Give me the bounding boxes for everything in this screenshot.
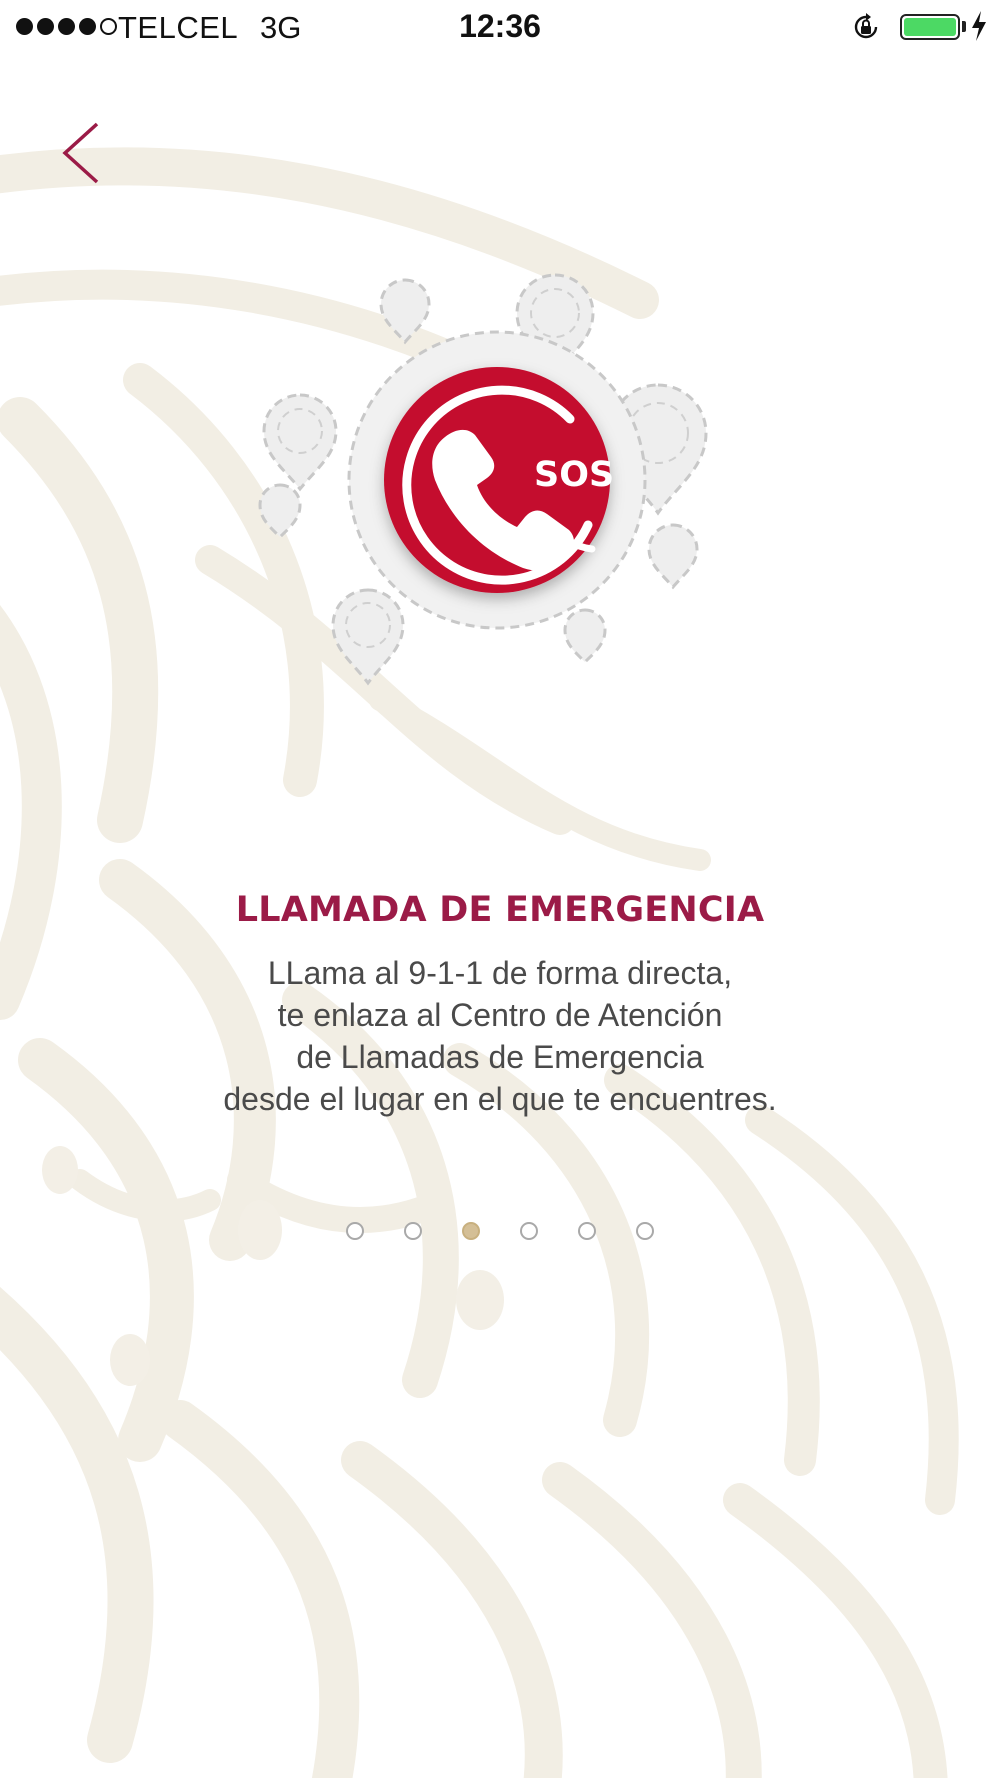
sos-label: SOS [534,455,615,495]
orientation-lock-icon [851,12,881,42]
battery-cap [962,21,966,32]
description-line: de Llamadas de Emergencia [296,1039,704,1075]
page-indicator [0,1222,1000,1240]
page-dot-active[interactable] [462,1222,480,1240]
slide-title: LLAMADA DE EMERGENCIA [235,890,765,930]
page-dot[interactable] [578,1222,596,1240]
back-button[interactable] [55,118,115,188]
chevron-left-icon [55,118,115,188]
network-type-label: 3G [260,10,302,45]
page-dot[interactable] [636,1222,654,1240]
page-dot[interactable] [404,1222,422,1240]
battery-icon [900,14,960,40]
carrier-label: TELCEL [118,10,239,45]
page-dot[interactable] [520,1222,538,1240]
description-line: te enlaza al Centro de Atención [277,997,723,1033]
description-line: desde el lugar en el que te encuentres. [223,1081,777,1117]
charging-bolt-icon [970,10,988,42]
description-line: LLama al 9-1-1 de forma directa, [267,955,733,991]
status-time: 12:36 [459,8,541,44]
page-dot[interactable] [346,1222,364,1240]
slide-description [150,952,850,1120]
sos-illustration [240,245,760,695]
status-bar [0,0,1000,56]
